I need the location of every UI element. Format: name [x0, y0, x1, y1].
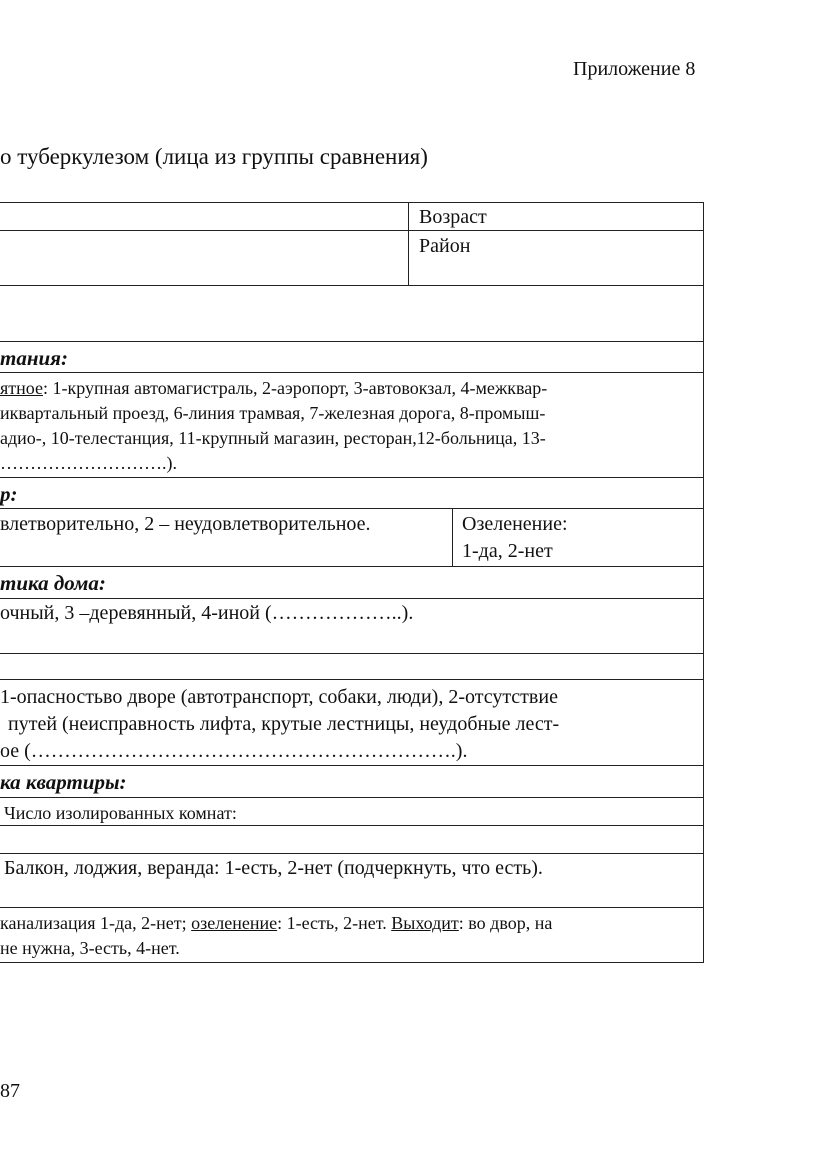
- table-rule: [0, 230, 703, 231]
- greenery-label: Озеленение:: [462, 513, 568, 535]
- age-label: Возраст: [419, 206, 487, 228]
- table-rule: [0, 907, 703, 908]
- section-text-line: ……………………….).: [0, 453, 177, 473]
- appendix-label: Приложение 8: [573, 58, 696, 80]
- section-heading: тика дома:: [0, 571, 106, 595]
- balcony-text: Балкон, лоджия, веранда: 1-есть, 2-нет (подчеркнуть, что есть).: [4, 857, 543, 879]
- table-rule: [0, 797, 703, 798]
- section-text-line: очный, 3 –деревянный, 4-иной (………………..).: [0, 602, 414, 624]
- section-heading: ка квартиры:: [0, 770, 127, 794]
- underlined-term: Выходит: [391, 913, 459, 933]
- table-rule: [0, 825, 703, 826]
- table-rule: [0, 679, 703, 680]
- text-fragment: : 1-крупная автомагистраль, 2-аэропорт, 3-автовокзал, 4-межквар-: [43, 378, 548, 398]
- section-text-line: [0, 911, 552, 936]
- table-rule: [0, 285, 703, 286]
- underlined-term: ятное: [0, 378, 43, 398]
- table-rule: [0, 341, 703, 342]
- section-text-line: влетворительно, 2 – неудовлетворительное.: [0, 513, 371, 535]
- table-rule: [0, 653, 703, 654]
- text-fragment: : во двор, на: [458, 913, 553, 933]
- section-text-line: [0, 376, 547, 401]
- text-fragment: : 1-есть, 2-нет.: [277, 913, 392, 933]
- table-border-bottom: [0, 962, 703, 963]
- table-rule: [0, 598, 703, 599]
- section-text-line: адио-, 10-телестанция, 11-крупный магазин, ресторан,12-больница, 13-: [0, 428, 546, 448]
- section-heading: р:: [0, 482, 18, 506]
- page-number: 87: [0, 1080, 20, 1102]
- section-text-line: ое (……………………………………………………….).: [0, 740, 468, 762]
- section-text-line: иквартальный проезд, 6-линия трамвая, 7-железная дорога, 8-промыш-: [0, 403, 546, 423]
- greenery-options: 1-да, 2-нет: [462, 540, 553, 562]
- text-fragment: канализация 1-да, 2-нет;: [0, 913, 192, 933]
- section-text-line: не нужна, 3-есть, 4-нет.: [0, 938, 180, 958]
- table-rule: [0, 566, 703, 567]
- table-column-divider: [408, 202, 409, 286]
- table-border-top: [0, 202, 703, 203]
- district-label: Район: [419, 235, 471, 257]
- table-border-right: [703, 202, 704, 963]
- table-rule: [0, 477, 703, 478]
- table-column-divider: [452, 508, 453, 567]
- rooms-label: Число изолированных комнат:: [4, 803, 237, 823]
- section-text-line: путей (неисправность лифта, крутые лестницы, неудобные лест-: [8, 713, 560, 735]
- table-rule: [0, 508, 703, 509]
- table-rule: [0, 372, 703, 373]
- table-rule: [0, 765, 703, 766]
- table-rule: [0, 853, 703, 854]
- section-heading: тания:: [0, 346, 68, 370]
- section-text-line: 1-опасностьво дворе (автотранспорт, собаки, люди), 2-отсутствие: [0, 686, 558, 708]
- underlined-term: озеленение: [191, 913, 278, 933]
- page-title: о туберкулезом (лица из группы сравнения): [0, 144, 428, 169]
